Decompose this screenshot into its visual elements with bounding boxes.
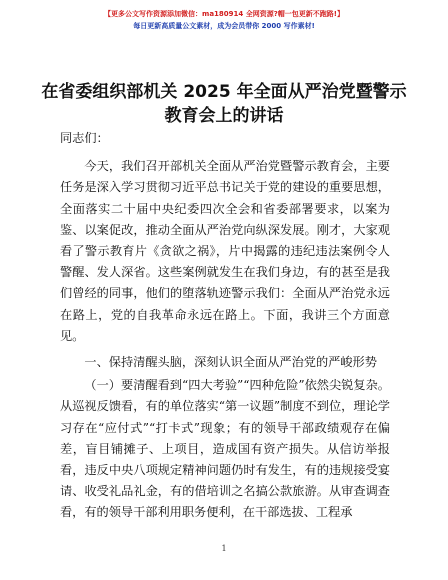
header-promo-line-2: 每日更新高质量公文素材，成为会员带你 2000 写作素材! — [133, 22, 315, 30]
section-heading-1: 一、保持清醒头脑，深刻认识全面从严治党的严峻形势 — [84, 355, 377, 370]
document-body — [60, 128, 390, 524]
salutation: 同志们： — [60, 131, 109, 145]
title-line-1: 在省委组织部机关 2025 年全面从严治党暨警示 — [41, 82, 407, 102]
subsection-paragraph-1: （一）要清醒看到“四大考验”“四种危险”依然尖锐复杂。从巡视反馈看，有的单位落实“第一议题”制度不到位，理论学习存在“应付式”“打卡式”现象；有的领导干部政绩观存在偏差，盲目铺摊子、上项目，造成国有资产损失。从信访举报看，违反中央八项规定精神问题仍时有发生，有的违规接受宴请、收受礼品礼金，有的借培训之名搞公款旅游。从审查调查看，有的领导干部利用职务便利，在干部选拔、工程承 — [60, 378, 390, 520]
title-line-2: 教育会上的讲话 — [164, 106, 284, 126]
document-header-banner — [0, 9, 448, 31]
opening-paragraph: 今天，我们召开部机关全面从严治党暨警示教育会，主要任务是深入学习贯彻习近平总书记关于党的建设的重要思想，全面落实二十届中央纪委四次全会和省委部署要求，以案为鉴、以案促改，推动全面从严治党向纵深发展。刚才，大家观看了警示教育片《贪欲之祸》，片中揭露的违纪违法案例令人警醒、发人深省。这些案例就发生在我们身边，有的甚至是我们曾经的同事，他们的堕落轨迹警示我们：全面从严治党永远在路上，党的自我革命永远在路上。下面，我讲三个方面意见。 — [60, 159, 390, 343]
document-title — [40, 80, 408, 128]
page-number: 1 — [221, 544, 227, 553]
header-promo-line-1: 【更多公文写作资源添加微信：ma180914 全网资源?帽一包更新不跑路!】 — [104, 10, 344, 18]
